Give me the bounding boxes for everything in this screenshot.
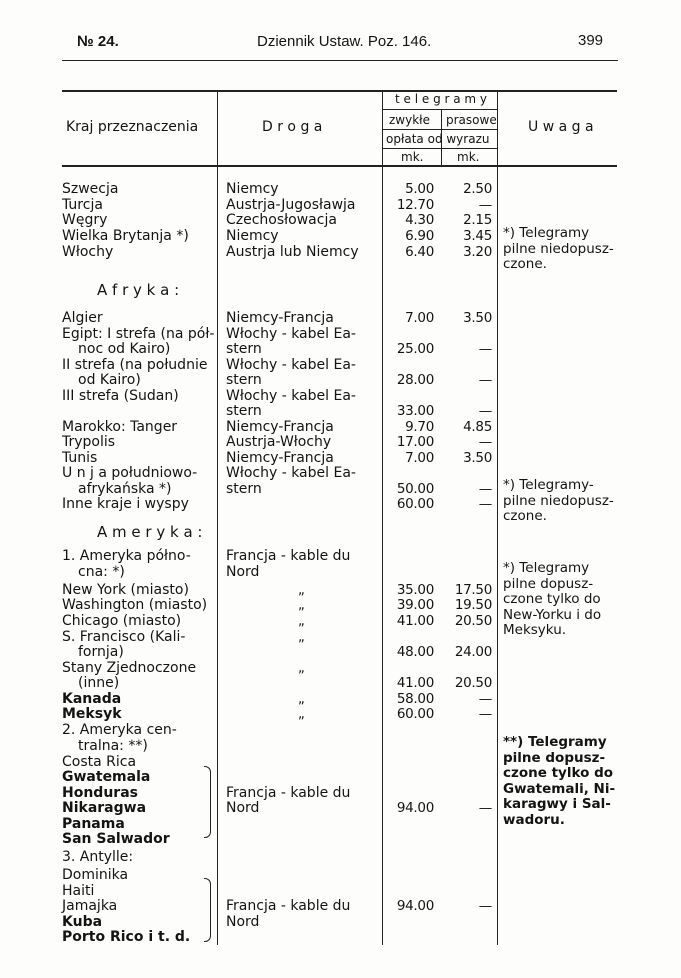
note-line: czone tylko do (503, 765, 614, 781)
row-droga-ditto: „ (298, 630, 305, 645)
row-droga: Nord (226, 800, 260, 816)
row-zwykle: 60.00 (396, 496, 434, 512)
row-droga: Niemcy-Francja (226, 450, 334, 466)
row-droga: stern (226, 372, 262, 388)
row-kraj: Haiti (62, 883, 95, 899)
row-kraj: II strefa (na południe (62, 357, 208, 373)
note-line: karagwy i Sal- (503, 796, 611, 812)
brace-antilles (204, 878, 211, 942)
row-kraj: Costa Rica (62, 754, 137, 770)
brace-central-america (204, 766, 211, 838)
row-kraj: od Kairo) (78, 372, 141, 388)
row-zwykle: 12.70 (396, 197, 434, 213)
row-droga-ditto: „ (298, 692, 305, 707)
row-kraj: Nikaragwa (62, 800, 147, 816)
row-kraj: Chicago (miasto) (62, 613, 182, 629)
row-prasowe: 19.50 (454, 597, 492, 613)
row-droga-ditto: „ (298, 598, 305, 613)
row-zwykle: 4.30 (405, 212, 434, 228)
row-droga: Francja - kable du (226, 898, 351, 914)
row-zwykle: 58.00 (396, 691, 434, 707)
note-line: pilne niedopusz- (503, 492, 614, 509)
row-droga: Nord (226, 914, 260, 930)
row-kraj: Dominika (62, 867, 129, 883)
row-droga: Włochy - kabel Ea- (226, 388, 356, 404)
row-droga: Austrja lub Niemcy (226, 244, 359, 260)
row-kraj: S. Francisco (Kali- (62, 629, 186, 645)
row-prasowe: — (478, 800, 492, 816)
row-prasowe: — (478, 481, 492, 497)
row-kraj: Honduras (62, 785, 138, 801)
row-droga: Niemcy (226, 228, 279, 244)
row-droga: Francja - kable du (226, 548, 351, 564)
row-kraj: Tunis (62, 450, 98, 466)
row-prasowe: 3.45 (463, 228, 492, 244)
row-droga: Niemcy-Francja (226, 310, 334, 326)
row-zwykle: 17.00 (396, 434, 434, 450)
row-kraj: III strefa (Sudan) (62, 388, 179, 404)
row-zwykle: 5.00 (405, 181, 434, 197)
row-zwykle: 41.00 (396, 613, 434, 629)
note-line: **) Telegramy (503, 734, 607, 750)
col-uwaga-heading: U w a g a (528, 119, 594, 135)
table-head-rule (62, 165, 617, 167)
row-prasowe: 17.50 (454, 582, 492, 598)
row-kraj: Porto Rico i t. d. (62, 929, 191, 945)
row-kraj: Meksyk (62, 706, 122, 722)
col-mk-zwykle: mk. (401, 150, 424, 164)
row-prasowe: — (478, 434, 492, 450)
row-kraj: Gwatemala (62, 769, 151, 785)
row-zwykle: 39.00 (396, 597, 434, 613)
col-mk-prasowe: mk. (457, 150, 480, 164)
row-kraj: 3. Antylle: (62, 849, 134, 865)
row-droga-ditto: „ (298, 661, 305, 676)
row-droga-ditto: „ (298, 583, 305, 598)
row-kraj: U n j a południowo- (62, 465, 198, 481)
row-prasowe: 20.50 (454, 613, 492, 629)
row-prasowe: — (478, 403, 492, 419)
row-droga: stern (226, 481, 262, 497)
row-prasowe: — (478, 372, 492, 388)
note-line: czone. (503, 256, 547, 272)
row-droga: stern (226, 341, 262, 357)
row-kraj: Kanada (62, 691, 122, 707)
tele-rule-3 (382, 148, 497, 149)
row-zwykle: 35.00 (396, 582, 434, 598)
row-droga: Austrja-Jugosławja (226, 197, 356, 213)
row-kraj: Washington (miasto) (62, 597, 208, 613)
row-kraj: noc od Kairo) (78, 341, 171, 357)
row-kraj: 1. Ameryka półno- (62, 548, 191, 564)
row-kraj: Szwecja (62, 181, 119, 197)
col-divider-3 (497, 90, 498, 945)
row-prasowe: — (478, 496, 492, 512)
row-kraj: Jamajka (62, 898, 118, 914)
row-droga: Włochy - kabel Ea- (226, 357, 356, 373)
note-line: *) Telegramy (503, 560, 590, 576)
row-droga-ditto: „ (298, 707, 305, 722)
row-kraj: Wielka Brytanja *) (62, 228, 189, 244)
row-prasowe: — (478, 341, 492, 357)
row-prasowe: 3.50 (463, 310, 492, 326)
row-droga: Austrja-Włochy (226, 434, 332, 450)
row-droga: Niemcy (226, 181, 279, 197)
row-zwykle: 94.00 (396, 800, 434, 816)
row-zwykle: 6.90 (405, 228, 434, 244)
row-kraj: Włochy (62, 244, 114, 260)
row-prasowe: 2.50 (463, 181, 492, 197)
note-line: New-Yorku i do (503, 606, 602, 623)
page-number: 399 (578, 32, 604, 49)
row-prasowe: 2.15 (463, 212, 492, 228)
row-zwykle: 41.00 (396, 675, 434, 691)
row-kraj: San Salwador (62, 831, 170, 847)
note-line: *) Telegramy- (503, 477, 594, 493)
header-rule (62, 60, 618, 61)
table-top-rule (62, 90, 617, 92)
col-oplata-heading: opłata od wyrazu (386, 132, 490, 146)
issue-number: № 24. (77, 33, 119, 50)
row-kraj: Marokko: Tanger (62, 419, 178, 435)
col-kraj-heading: Kraj przeznaczenia (66, 119, 199, 135)
note-line: pilne dopusz- (503, 575, 594, 592)
row-zwykle: 33.00 (396, 403, 434, 419)
tele-rule-2 (382, 129, 497, 130)
row-zwykle: 50.00 (396, 481, 434, 497)
row-kraj: Algier (62, 310, 103, 326)
row-zwykle: 9.70 (405, 419, 434, 435)
row-droga-ditto: „ (298, 614, 305, 629)
row-prasowe: — (478, 898, 492, 914)
note-line: pilne niedopusz- (503, 240, 614, 257)
row-prasowe: 3.50 (463, 450, 492, 466)
col-prasowe-heading: prasowe (446, 113, 497, 127)
row-kraj: cna: *) (78, 564, 125, 580)
row-kraj: Inne kraje i wyspy (62, 496, 189, 512)
row-kraj: fornja) (78, 644, 124, 660)
row-kraj: Turcja (62, 197, 103, 213)
row-prasowe: 3.20 (463, 244, 492, 260)
row-prasowe: — (478, 706, 492, 722)
note-line: pilne dopusz- (503, 749, 606, 766)
row-zwykle: 6.40 (405, 244, 434, 260)
note-line: wadoru. (503, 811, 565, 828)
col-zwykle-heading: zwykłe (389, 113, 430, 127)
row-zwykle: 25.00 (396, 341, 434, 357)
col-telegramy-heading: t e l e g r a m y (395, 92, 488, 106)
row-kraj: Trypolis (62, 434, 116, 450)
row-zwykle: 7.00 (405, 310, 434, 326)
row-droga: Włochy - kabel Ea- (226, 465, 356, 481)
row-kraj: tralna: **) (78, 738, 148, 754)
row-kraj: afrykańska *) (78, 481, 172, 497)
note-line: *) Telegramy (503, 225, 590, 241)
row-kraj: Węgry (62, 212, 108, 228)
row-kraj: A m e r y k a : (97, 523, 203, 541)
journal-title: Dziennik Ustaw. Poz. 146. (257, 33, 432, 50)
row-prasowe: 4.85 (463, 419, 492, 435)
row-prasowe: 20.50 (454, 675, 492, 691)
row-droga: Niemcy-Francja (226, 419, 334, 435)
row-zwykle: 94.00 (396, 898, 434, 914)
row-kraj: Stany Zjednoczone (62, 660, 197, 676)
col-droga-heading: D r o g a (262, 119, 323, 135)
note-line: Meksyku. (503, 622, 567, 638)
row-droga: stern (226, 403, 262, 419)
note-line: czone. (503, 508, 547, 524)
note-line: czone tylko do (503, 591, 601, 607)
row-zwykle: 28.00 (396, 372, 434, 388)
row-prasowe: 24.00 (454, 644, 492, 660)
row-droga: Francja - kable du (226, 785, 351, 801)
row-kraj: Egipt: I strefa (na pół- (62, 326, 215, 342)
row-droga: Nord (226, 564, 260, 580)
row-kraj: Panama (62, 816, 125, 832)
row-droga: Włochy - kabel Ea- (226, 326, 356, 342)
row-prasowe: — (478, 197, 492, 213)
row-kraj: A f r y k a : (97, 281, 180, 299)
row-zwykle: 48.00 (396, 644, 434, 660)
row-kraj: 2. Ameryka cen- (62, 722, 177, 738)
note-line: Gwatemali, Ni- (503, 780, 616, 797)
row-droga: Czechosłowacja (226, 212, 337, 228)
row-zwykle: 7.00 (405, 450, 434, 466)
tele-rule-1 (382, 109, 497, 110)
row-kraj: Kuba (62, 914, 103, 930)
row-kraj: New York (miasto) (62, 582, 189, 598)
row-kraj: (inne) (78, 675, 120, 691)
row-zwykle: 60.00 (396, 706, 434, 722)
row-prasowe: — (478, 691, 492, 707)
col-divider-1 (217, 90, 218, 945)
